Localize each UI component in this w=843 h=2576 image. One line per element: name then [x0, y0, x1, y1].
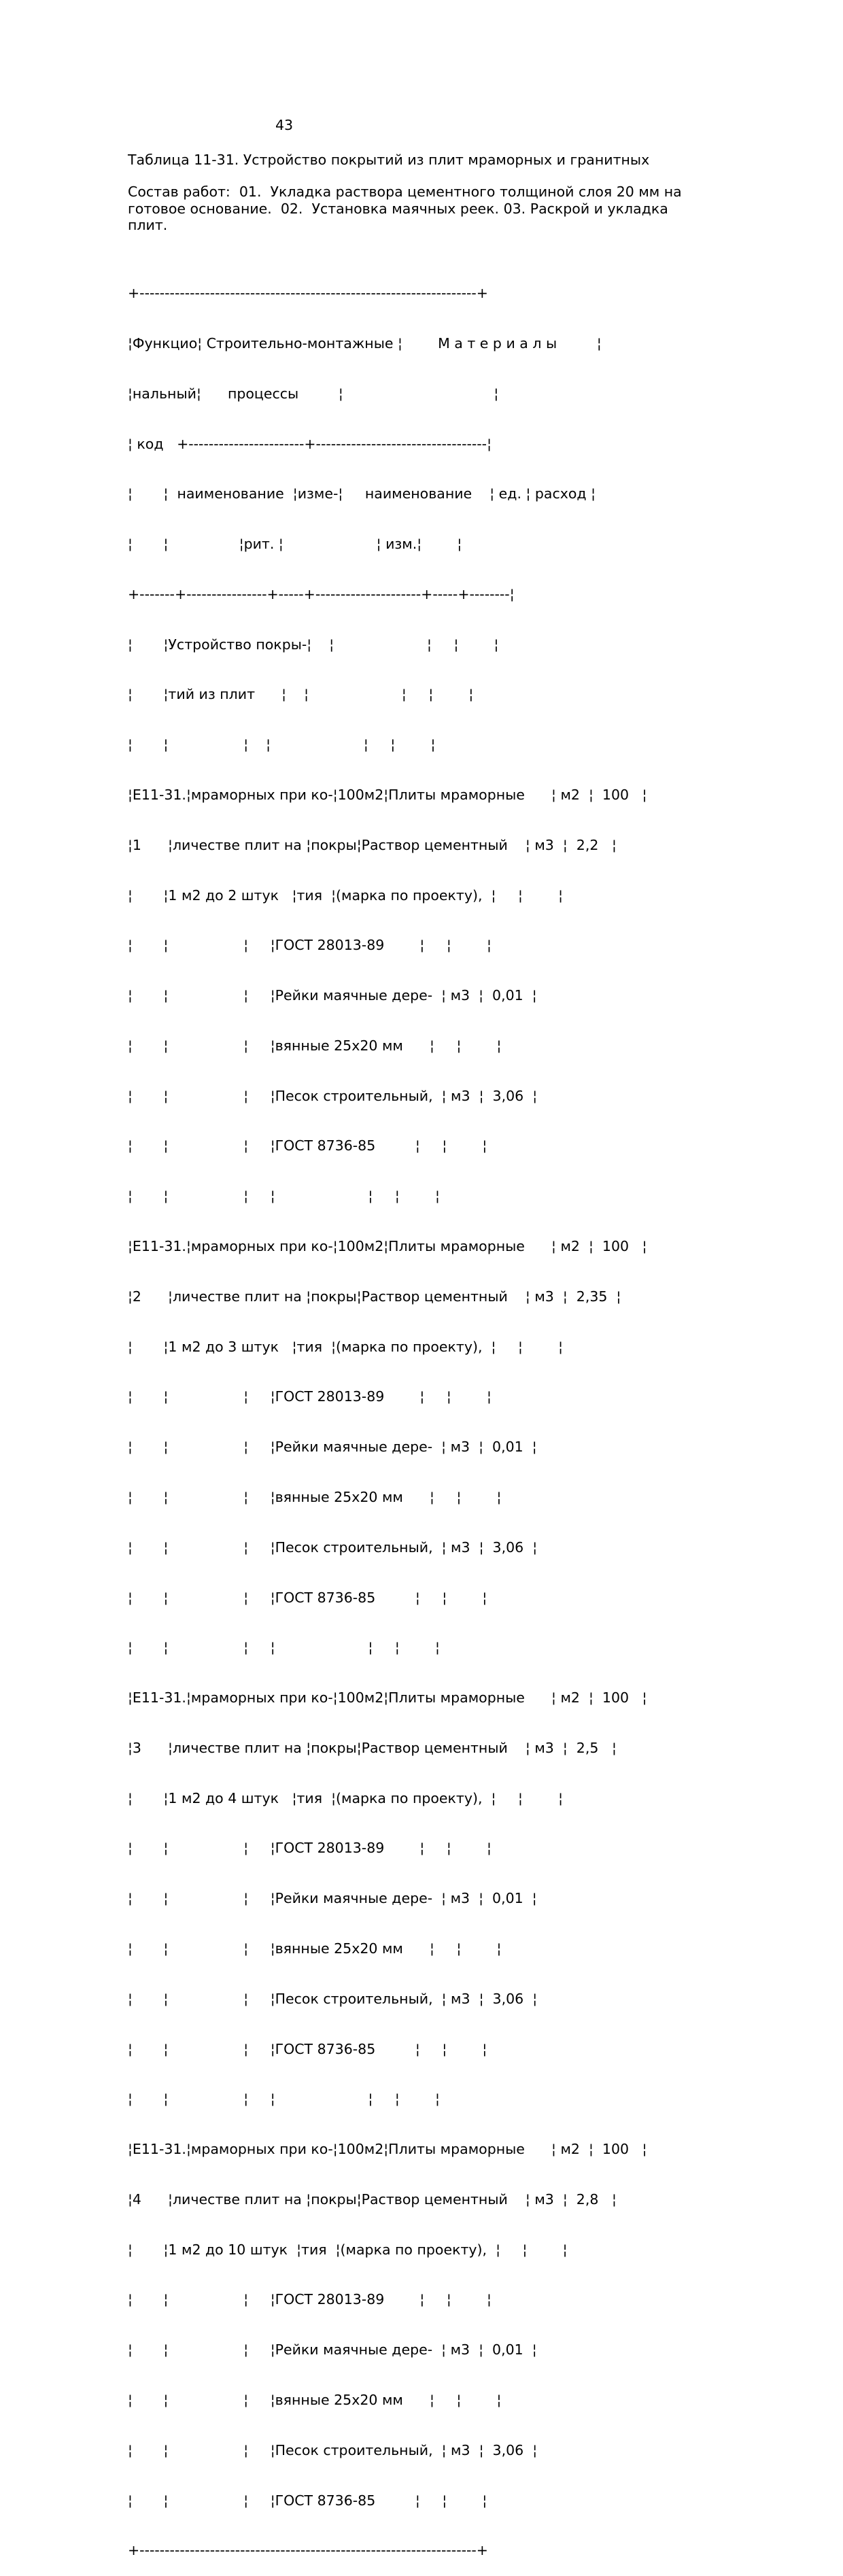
table-line: ¦ ¦ ¦ ¦ГОСТ 28013-89 ¦ ¦ ¦: [128, 937, 492, 954]
table-line: +-------+----------------+-----+---------------------+-----+--------¦: [128, 585, 515, 602]
table-line: ¦3 ¦личестве плит на ¦покры¦Раствор цементный ¦ м3 ¦ 2,5 ¦: [128, 1739, 617, 1756]
page-number: 43: [275, 117, 294, 133]
table-line: ¦ ¦ ¦ ¦Песок строительный, ¦ м3 ¦ 3,06 ¦: [128, 1990, 538, 2007]
table-line: ¦ ¦тий из плит ¦ ¦ ¦ ¦ ¦: [128, 686, 474, 703]
table-line: ¦нальный¦ процессы ¦ ¦: [128, 385, 499, 402]
table-line: ¦ ¦ ¦ ¦Рейки маячные дере- ¦ м3 ¦ 0,01 ¦: [128, 1890, 537, 1907]
table-line: ¦ ¦ ¦ ¦вянные 25х20 мм ¦ ¦ ¦: [128, 1037, 502, 1054]
table-line: ¦ ¦ ¦ ¦Рейки маячные дере- ¦ м3 ¦ 0,01 ¦: [128, 2341, 537, 2358]
table-line: ¦Е11-31.¦мраморных при ко-¦100м2¦Плиты мраморные ¦ м2 ¦ 100 ¦: [128, 1689, 647, 1706]
table-line: ¦ ¦ ¦ ¦вянные 25х20 мм ¦ ¦ ¦: [128, 1940, 502, 1957]
table-line: ¦ ¦ ¦ ¦ГОСТ 8736-85 ¦ ¦ ¦: [128, 1137, 487, 1154]
table-line: ¦ ¦1 м2 до 10 штук ¦тия ¦(марка по проекту), ¦ ¦ ¦: [128, 2241, 568, 2258]
pseudographic-table: [128, 252, 647, 2576]
table-line: ¦ ¦ ¦ ¦Песок строительный, ¦ м3 ¦ 3,06 ¦: [128, 1087, 538, 1104]
table-line: ¦ код +-----------------------+----------------------------------¦: [128, 435, 492, 452]
table-line: ¦ ¦1 м2 до 2 штук ¦тия ¦(марка по проекту), ¦ ¦ ¦: [128, 887, 563, 904]
table-line: ¦Е11-31.¦мраморных при ко-¦100м2¦Плиты мраморные ¦ м2 ¦ 100 ¦: [128, 2141, 647, 2158]
table-line: ¦ ¦ ¦ ¦ ¦ ¦ ¦: [128, 1188, 440, 1205]
table-line: ¦4 ¦личестве плит на ¦покры¦Раствор цементный ¦ м3 ¦ 2,8 ¦: [128, 2191, 617, 2208]
table-line: ¦ ¦ ¦ ¦ГОСТ 28013-89 ¦ ¦ ¦: [128, 2291, 492, 2308]
table-line: ¦ ¦ ¦ ¦ГОСТ 28013-89 ¦ ¦ ¦: [128, 1388, 492, 1405]
composition-line: плит.: [128, 217, 168, 234]
table-line: ¦ ¦ ¦ ¦ ¦ ¦ ¦: [128, 736, 436, 753]
table-line: ¦ ¦ ¦ ¦вянные 25х20 мм ¦ ¦ ¦: [128, 2392, 502, 2408]
table-line: +-------------------------------------------------------------------+: [128, 285, 488, 302]
table-line: ¦1 ¦личестве плит на ¦покры¦Раствор цементный ¦ м3 ¦ 2,2 ¦: [128, 836, 617, 853]
table-line: ¦2 ¦личестве плит на ¦покры¦Раствор цементный ¦ м3 ¦ 2,35 ¦: [128, 1288, 621, 1305]
table-line: ¦ ¦ ¦ ¦вянные 25х20 мм ¦ ¦ ¦: [128, 1488, 502, 1505]
table-line: ¦ ¦ ¦ ¦ ¦ ¦ ¦: [128, 2091, 440, 2108]
table-line: ¦ ¦1 м2 до 3 штук ¦тия ¦(марка по проекту), ¦ ¦ ¦: [128, 1338, 563, 1355]
table-line: ¦ ¦ наименование ¦изме-¦ наименование ¦ ед. ¦ расход ¦: [128, 485, 596, 502]
table-line: ¦Функцио¦ Строительно-монтажные ¦ М а т е р и а л ы ¦: [128, 334, 602, 351]
table-line: ¦ ¦ ¦ ¦Песок строительный, ¦ м3 ¦ 3,06 ¦: [128, 2441, 538, 2458]
table-line: ¦ ¦ ¦ ¦ГОСТ 28013-89 ¦ ¦ ¦: [128, 1840, 492, 1857]
composition-line: Состав работ: 01. Укладка раствора цементного толщиной слоя 20 мм на: [128, 184, 682, 200]
table-line: ¦ ¦1 м2 до 4 штук ¦тия ¦(марка по проекту), ¦ ¦ ¦: [128, 1789, 563, 1806]
work-composition: [128, 184, 808, 234]
table-line: ¦ ¦ ¦ ¦ ¦ ¦ ¦: [128, 1639, 440, 1656]
table-line: ¦ ¦ ¦ ¦ГОСТ 8736-85 ¦ ¦ ¦: [128, 2040, 487, 2057]
table-title: Таблица 11-31. Устройство покрытий из плит мраморных и гранитных: [128, 152, 650, 168]
table-line: ¦ ¦ ¦ ¦ГОСТ 8736-85 ¦ ¦ ¦: [128, 1589, 487, 1606]
table-line: ¦Е11-31.¦мраморных при ко-¦100м2¦Плиты мраморные ¦ м2 ¦ 100 ¦: [128, 787, 647, 803]
composition-line: готовое основание. 02. Установка маячных реек. 03. Раскрой и укладка: [128, 200, 668, 217]
table-line: ¦ ¦Устройство покры-¦ ¦ ¦ ¦ ¦: [128, 636, 499, 653]
table-line: ¦ ¦ ¦ ¦Рейки маячные дере- ¦ м3 ¦ 0,01 ¦: [128, 987, 537, 1004]
table-line: +-------------------------------------------------------------------+: [128, 2542, 488, 2559]
table-line: ¦ ¦ ¦ ¦Песок строительный, ¦ м3 ¦ 3,06 ¦: [128, 1539, 538, 1556]
table-line: ¦Е11-31.¦мраморных при ко-¦100м2¦Плиты мраморные ¦ м2 ¦ 100 ¦: [128, 1238, 647, 1255]
table-line: ¦ ¦ ¦ ¦Рейки маячные дере- ¦ м3 ¦ 0,01 ¦: [128, 1439, 537, 1456]
table-line: ¦ ¦ ¦ ¦ГОСТ 8736-85 ¦ ¦ ¦: [128, 2492, 487, 2509]
table-line: ¦ ¦ ¦рит. ¦ ¦ изм.¦ ¦: [128, 536, 462, 553]
